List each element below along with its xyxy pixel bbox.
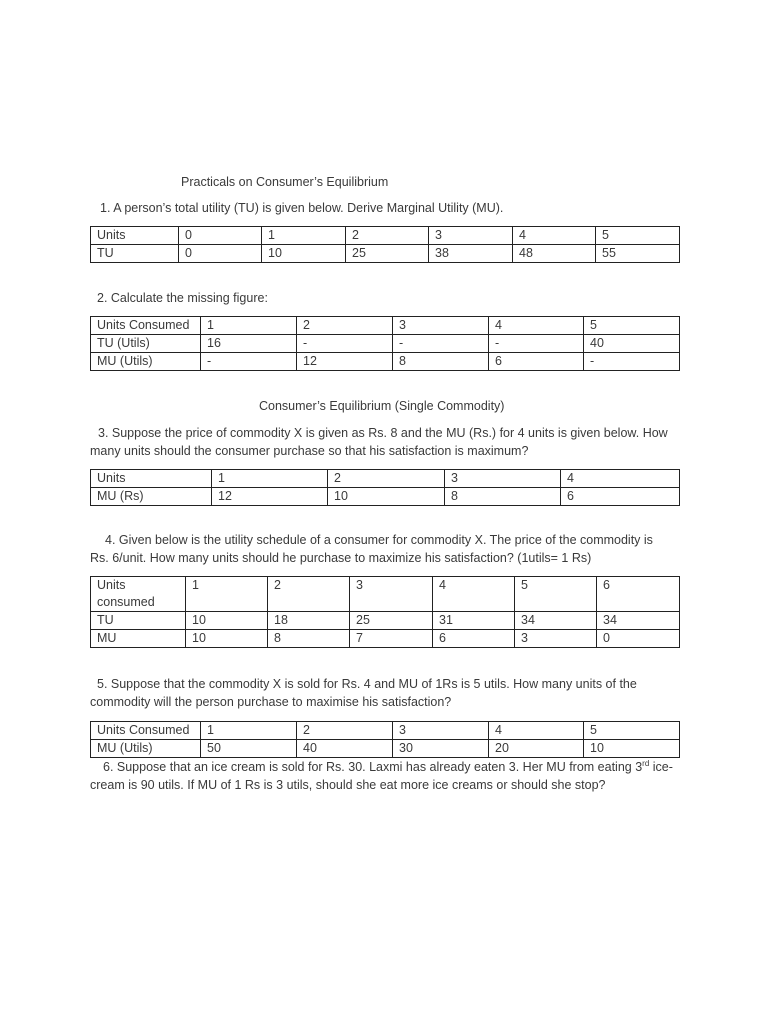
table-cell: 2 xyxy=(346,227,429,245)
table-cell: 31 xyxy=(433,612,515,630)
question-6-line-1-a: 6. Suppose that an ice cream is sold for Rs. 30. Laxmi has already eaten 3. Her MU from eating 3 xyxy=(103,760,643,774)
table-cell: 5 xyxy=(596,227,680,245)
table-cell: 10 xyxy=(186,612,268,630)
table-row xyxy=(91,335,680,353)
table-cell: 5 xyxy=(584,722,680,740)
table-cell: 6 xyxy=(433,630,515,648)
table-cell: 12 xyxy=(212,488,328,506)
table-row xyxy=(91,317,680,335)
table-cell: 0 xyxy=(597,630,680,648)
question-2-text: 2. Calculate the missing figure: xyxy=(97,291,268,305)
table-row xyxy=(91,577,680,612)
table-cell: TU xyxy=(91,245,179,263)
q4-table xyxy=(90,576,680,648)
question-3-text xyxy=(90,424,690,460)
table-cell: 50 xyxy=(201,740,297,758)
question-3-line-1: 3. Suppose the price of commodity X is given as Rs. 8 and the MU (Rs.) for 4 units is given below. How xyxy=(98,426,668,440)
table-cell: 5 xyxy=(584,317,680,335)
table-cell: 48 xyxy=(513,245,596,263)
question-5-line-1: 5. Suppose that the commodity X is sold for Rs. 4 and MU of 1Rs is 5 utils. How many units of the xyxy=(97,677,637,691)
table-cell: 10 xyxy=(186,630,268,648)
section-heading: Consumer’s Equilibrium (Single Commodity) xyxy=(259,399,505,413)
question-6-line-1 xyxy=(90,758,690,776)
table-cell: 4 xyxy=(489,317,584,335)
question-6-text xyxy=(90,758,690,794)
table-cell: 8 xyxy=(268,630,350,648)
table-cell: 3 xyxy=(393,722,489,740)
table-cell: - xyxy=(201,353,297,371)
table-cell: 20 xyxy=(489,740,584,758)
table-cell: 3 xyxy=(350,577,433,612)
table-row xyxy=(91,740,680,758)
page-title: Practicals on Consumer’s Equilibrium xyxy=(181,175,389,189)
table-cell: 6 xyxy=(561,488,680,506)
q2-table xyxy=(90,316,680,371)
table-row xyxy=(91,470,680,488)
table-cell: 1 xyxy=(212,470,328,488)
table-cell: - xyxy=(297,335,393,353)
table-cell: 1 xyxy=(201,722,297,740)
table-cell: 2 xyxy=(328,470,445,488)
table-cell: 7 xyxy=(350,630,433,648)
question-6-line-2: cream is 90 utils. If MU of 1 Rs is 3 utils, should she eat more ice creams or should she stop? xyxy=(90,778,606,792)
table-cell: 10 xyxy=(328,488,445,506)
table-cell: - xyxy=(489,335,584,353)
table-row xyxy=(91,630,680,648)
table-cell: 3 xyxy=(429,227,513,245)
table-cell: 2 xyxy=(297,722,393,740)
table-cell: Units consumed xyxy=(91,577,186,612)
table-cell: 3 xyxy=(515,630,597,648)
table-cell: 40 xyxy=(584,335,680,353)
table-cell: 4 xyxy=(561,470,680,488)
table-cell: 5 xyxy=(515,577,597,612)
table-cell: 12 xyxy=(297,353,393,371)
question-4-line-1: 4. Given below is the utility schedule of a consumer for commodity X. The price of the commodity is xyxy=(105,533,653,547)
q1-table xyxy=(90,226,680,263)
question-3-line-2: many units should the consumer purchase so that his satisfaction is maximum? xyxy=(90,444,529,458)
question-4-text xyxy=(90,531,690,567)
table-cell: 30 xyxy=(393,740,489,758)
question-5-text xyxy=(90,675,690,711)
table-cell: 6 xyxy=(489,353,584,371)
table-row xyxy=(91,722,680,740)
table-cell: 1 xyxy=(186,577,268,612)
table-row xyxy=(91,227,680,245)
table-row xyxy=(91,245,680,263)
table-cell: Units Consumed xyxy=(91,317,201,335)
table-cell: 16 xyxy=(201,335,297,353)
table-cell: 4 xyxy=(513,227,596,245)
table-cell: 10 xyxy=(262,245,346,263)
table-row xyxy=(91,488,680,506)
table-row xyxy=(91,612,680,630)
table-cell: 34 xyxy=(515,612,597,630)
table-cell: 0 xyxy=(179,245,262,263)
table-cell: TU (Utils) xyxy=(91,335,201,353)
table-cell: - xyxy=(393,335,489,353)
table-cell: 10 xyxy=(584,740,680,758)
table-cell: 25 xyxy=(350,612,433,630)
table-cell: Units Consumed xyxy=(91,722,201,740)
table-cell: 1 xyxy=(201,317,297,335)
table-cell: 18 xyxy=(268,612,350,630)
table-cell: 8 xyxy=(393,353,489,371)
question-6-line-1-b: ice- xyxy=(649,760,673,774)
question-5-line-2: commodity will the person purchase to maximise his satisfaction? xyxy=(90,695,452,709)
question-4-line-2: Rs. 6/unit. How many units should he purchase to maximize his satisfaction? (1utils= 1 Rs) xyxy=(90,551,592,565)
table-cell: 0 xyxy=(179,227,262,245)
table-cell: 8 xyxy=(445,488,561,506)
table-cell: 38 xyxy=(429,245,513,263)
table-cell: 1 xyxy=(262,227,346,245)
table-cell: 2 xyxy=(297,317,393,335)
table-cell: 3 xyxy=(393,317,489,335)
table-cell: 40 xyxy=(297,740,393,758)
q3-table xyxy=(90,469,680,506)
table-cell: 4 xyxy=(489,722,584,740)
table-cell: 6 xyxy=(597,577,680,612)
table-cell: 25 xyxy=(346,245,429,263)
table-cell: MU (Utils) xyxy=(91,740,201,758)
table-cell: 4 xyxy=(433,577,515,612)
q5-table xyxy=(90,721,680,758)
table-cell: 3 xyxy=(445,470,561,488)
table-cell: 2 xyxy=(268,577,350,612)
question-1-text: 1. A person’s total utility (TU) is given below. Derive Marginal Utility (MU). xyxy=(100,201,504,215)
table-cell: - xyxy=(584,353,680,371)
table-cell: MU xyxy=(91,630,186,648)
table-row xyxy=(91,353,680,371)
ordinal-suffix: rd xyxy=(642,758,650,768)
table-cell: TU xyxy=(91,612,186,630)
table-cell: Units xyxy=(91,227,179,245)
table-cell: 55 xyxy=(596,245,680,263)
table-cell: MU (Utils) xyxy=(91,353,201,371)
table-cell: MU (Rs) xyxy=(91,488,212,506)
table-cell: 34 xyxy=(597,612,680,630)
table-cell: Units xyxy=(91,470,212,488)
